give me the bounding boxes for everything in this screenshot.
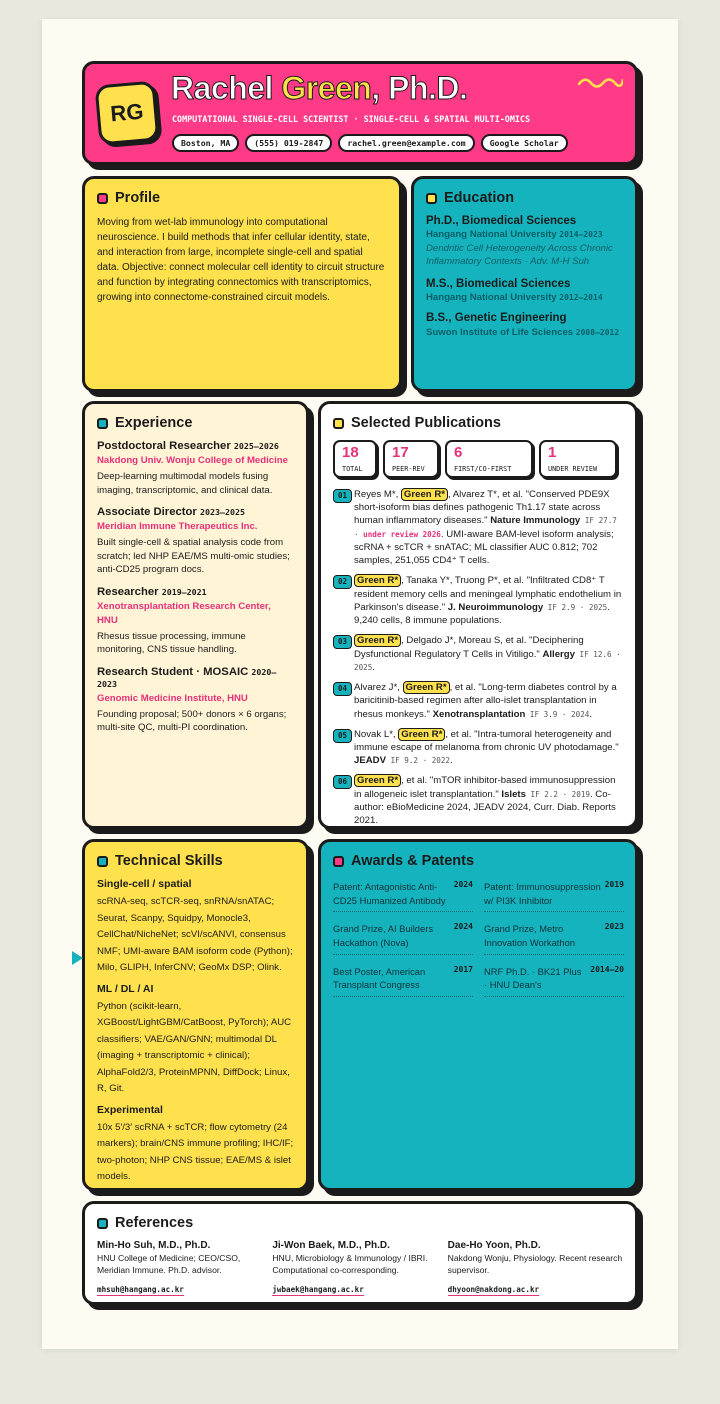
stat-peer-reviewed: 17 PEER-REV [383, 440, 439, 478]
degree: Ph.D., Biomedical Sciences [426, 215, 577, 227]
award-item [484, 878, 624, 912]
publication-item [333, 774, 623, 827]
years: 2020–2023 [97, 666, 277, 689]
square-icon [333, 856, 344, 867]
publication-meta: IF 2.9 · 2025 [543, 602, 608, 612]
stat-total: 18 TOTAL [333, 440, 377, 478]
years: 2025–2026 [233, 441, 279, 451]
location-chip: Boston, MA [172, 134, 239, 152]
award-text: Best Poster, American Transplant Congress [333, 965, 426, 991]
experience-item [97, 586, 294, 657]
publication-list [333, 488, 623, 827]
name-suffix: , Ph.D. [371, 70, 468, 106]
reference-name: Dae-Ho Yoon, Ph.D. [447, 1240, 541, 1251]
reference-email-link[interactable]: dhyoon@nakdong.ac.kr [447, 1284, 540, 1294]
experience-item [97, 506, 294, 577]
education-item [426, 312, 623, 340]
skill-group [97, 983, 294, 1098]
squiggle-icon [577, 74, 623, 90]
phone-chip[interactable]: (555) 019-2847 [245, 134, 332, 152]
reference-item [272, 1240, 447, 1296]
scholar-link-chip[interactable]: Google Scholar [481, 134, 568, 152]
award-item [484, 963, 624, 997]
years: 2023–2025 [199, 507, 245, 518]
publication-me: Green R* [354, 574, 401, 587]
skill-group [97, 878, 294, 977]
publication-me: Green R* [403, 681, 450, 694]
publication-number-badge: 05 [333, 729, 352, 743]
arrow-marker-icon [72, 951, 83, 965]
email-chip[interactable]: rachel.green@example.com [338, 134, 474, 152]
name-highlight: Green [281, 70, 372, 106]
publication-pre: Novak L*, [354, 728, 399, 740]
degree: B.S., Genetic Engineering [426, 311, 567, 324]
publication-pre: Alvarez J*, [354, 682, 403, 694]
initials-badge: RG [94, 80, 159, 145]
publication-extra: . [450, 755, 453, 767]
publication-extra: . 9,240 cells, 8 immune populations. [354, 601, 610, 627]
publication-text [354, 574, 623, 627]
school: Hangang National University 2014–2023 [426, 229, 603, 240]
publication-stats [333, 440, 623, 478]
publications-card [318, 401, 638, 829]
experience-card [82, 401, 309, 829]
publication-journal: Islets [501, 788, 526, 800]
publication-me: Green R* [401, 488, 448, 501]
thesis: Dendritic Cell Heterogeneity Across Chronic Inflammatory Contexts · Adv. M-H Suh [426, 243, 613, 268]
skill-heading: Experimental [97, 1103, 163, 1116]
publication-extra: . UMI-aware BAM-level isoform analysis; scRNA + scTCR + snATAC; ML classifier AUC 0.812; 702 samples, 251,055 CD4⁺ T cells. [354, 528, 614, 567]
reference-desc: Nakdong Wonju, Physiology. Recent research supervisor. [447, 1253, 623, 1275]
profile-title: Profile [97, 190, 387, 206]
award-item [333, 878, 473, 912]
award-year: 2017 [453, 964, 473, 974]
publication-item [333, 728, 623, 768]
awards-title: Awards & Patents [333, 853, 623, 869]
reference-email-link[interactable]: mhsuh@hangang.ac.kr [97, 1284, 184, 1294]
square-icon [333, 418, 344, 429]
award-text: Patent: Antagonistic Anti-CD25 Humanized Antibody [333, 881, 446, 906]
publication-number-badge: 01 [333, 489, 352, 503]
skill-heading: Single-cell / spatial [97, 878, 192, 890]
school: Suwon Institute of Life Sciences 2008–2012 [426, 326, 620, 338]
publication-extra: . Co-author: eBioMedicine 2024, JEADV 2024, Curr. Diab. Reports 2021. [354, 788, 616, 827]
degree: M.S., Biomedical Sciences [426, 277, 571, 290]
publication-item [333, 634, 623, 674]
publication-post: , et al. "Long-term diabetes control by a baricitinib-based regimen after allo-islet transplantation in rhesus monkeys." [354, 682, 617, 720]
publication-me: Green R* [354, 774, 401, 787]
award-year: 2024 [453, 880, 473, 889]
publication-post: , Alvarez T*, et al. "Conserved PDE9X short-isoform bias defines pathogenic Th1.17 state across human inflammatory diseases." [354, 489, 610, 527]
publication-meta: IF 3.9 · 2024 [525, 709, 590, 719]
publication-meta: IF 2.2 · 2019 [525, 789, 590, 799]
reference-item [97, 1240, 272, 1296]
square-icon [97, 418, 108, 429]
experience-item [97, 666, 294, 735]
square-icon [97, 856, 108, 867]
school: Hangang National University 2012–2014 [426, 291, 603, 303]
name-first: Rachel [171, 70, 282, 106]
education-card [411, 176, 638, 392]
experience-item [97, 440, 294, 497]
publication-extra: . [372, 661, 375, 673]
references-list [97, 1240, 623, 1296]
publication-post: , et al. "Intra-tumoral heterogeneity and immune escape of melanoma from chronic UV photodamage." [354, 728, 619, 753]
publication-post: , et al. "mTOR inhibitor-based immunosuppression in allogeneic islet transplantation." [354, 775, 616, 800]
reference-desc: HNU, Microbiology & Immunology / IBRI. Computational co-corresponding. [272, 1253, 428, 1275]
square-icon [426, 193, 437, 204]
award-text: Grand Prize, AI Builders Hackathon (Nova) [333, 923, 434, 948]
experience-title: Experience [97, 415, 294, 431]
organization: Nakdong Univ. Wonju College of Medicine [97, 455, 288, 466]
skill-text: 10x 5′/3′ scRNA + scTCR; flow cytometry (24 markers); brain/CNS immune profiling; IHC/IF; two-photon; NHP CNS tissue; EAE/MS & islet models. [97, 1121, 294, 1182]
award-year: 2024 [453, 922, 473, 932]
award-text: NRF Ph.D. · BK21 Plus · HNU Dean's [484, 965, 582, 991]
publication-text [354, 488, 623, 567]
publication-text [354, 681, 623, 721]
publication-post: , Tanaka Y*, Truong P*, et al. "Infiltrated CD8⁺ T resident memory cells and meningeal lymphatic endothelium in Parkinson's disease." [354, 575, 622, 613]
publications-title: Selected Publications [333, 415, 623, 431]
skills-card [82, 839, 309, 1191]
award-item [333, 963, 473, 997]
reference-name: Min-Ho Suh, M.D., Ph.D. [97, 1240, 211, 1251]
education-title: Education [426, 190, 623, 206]
reference-desc: HNU College of Medicine; CEO/CSO, Meridian Immune. Ph.D. advisor. [97, 1253, 241, 1275]
skill-text: scRNA-seq, scTCR-seq, snRNA/snATAC; Seurat, Scanpy, Squidpy, Monocle3, CellChat/NicheNet; scVI/scANVI, consensus NMF; UMI-aware BAM isoform code (Python); Milo, GLIPH, InferCNV; GeoMx DSP; Olink. [97, 896, 293, 973]
publication-text [354, 634, 623, 674]
publication-meta: IF 9.2 · 2022 [386, 756, 451, 766]
publication-me: Green R* [398, 728, 445, 741]
profile-card [82, 176, 402, 392]
publication-text [354, 728, 623, 768]
publication-item [333, 681, 623, 721]
square-icon [97, 193, 108, 204]
role: Postdoctoral Researcher [97, 440, 231, 452]
publication-meta: IF 27.7 · [354, 516, 617, 539]
publication-journal: JEADV [354, 755, 386, 767]
publication-me: Green R* [354, 634, 401, 647]
stat-first-author: 6 FIRST/CO-FIRST [445, 440, 533, 478]
resume-page [42, 19, 678, 1349]
award-text: Grand Prize, Metro Innovation Workathon [484, 923, 576, 948]
award-text: Patent: Immunosuppression w/ PI3K Inhibitor [484, 881, 601, 906]
publication-extra: . [589, 708, 593, 720]
skill-text: Python (scikit-learn, XGBoost/LightGBM/CatBoost, PyTorch); AUC classifiers; VAE/GAN/GNN; multimodal DL (imaging + transcriptomic + clinical); AlphaFold2/3, ProteinMPNN, DiffDock; Linux, R, Git. [97, 1000, 292, 1094]
award-item [333, 920, 473, 954]
publication-number-badge: 02 [333, 575, 352, 589]
profile-text: Moving from wet-lab immunology into computational neuroscience. I build methods that infer cellular identity, state, and interaction from large, incomplete single-cell and spatial data. Objective: connect molecular cell identity to circuit structure and function by integrating connectomics with transcriptomics, growing into connectome-constrained circuit models. [97, 217, 385, 303]
publication-review: under review 2026 [363, 529, 441, 539]
publication-pre: Reyes M*, [354, 489, 401, 500]
contact-chips [172, 134, 568, 152]
publication-post: , Delgado J*, Moreau S, et al. "Deciphering Dysfunctional Regulatory T Cells in Vitiligo." [354, 635, 584, 660]
publication-meta: IF 12.6 · 2025 [354, 649, 621, 672]
award-year: 2014–20 [590, 964, 624, 974]
awards-grid [333, 878, 623, 1005]
references-title: References [97, 1215, 623, 1231]
skill-heading: ML / DL / AI [97, 982, 154, 995]
publication-text [354, 774, 623, 827]
publication-item [333, 574, 623, 627]
education-item [426, 215, 623, 269]
references-card [82, 1201, 638, 1305]
name-heading [171, 70, 467, 107]
description: Founding proposal; 500+ donors × 6 organs; multi-site QC, multi-PI coordination. [97, 708, 287, 734]
education-item [426, 278, 623, 303]
award-item [484, 920, 624, 954]
description: Built single-cell & spatial analysis code from scratch; led NHP EAE/MS multi-omic studies; anti-CD25 program docs. [97, 537, 290, 576]
award-year: 2023 [604, 922, 624, 932]
organization: Meridian Immune Therapeutics Inc. [97, 521, 258, 533]
publication-number-badge: 03 [333, 635, 352, 649]
stat-under-review: 1 UNDER REVIEW [539, 440, 617, 478]
publication-number-badge: 04 [333, 682, 352, 696]
role: Associate Director [97, 506, 197, 519]
publication-journal: Allergy [542, 648, 575, 660]
tagline: COMPUTATIONAL SINGLE-CELL SCIENTIST · SINGLE-CELL & SPATIAL MULTI-OMICS [172, 114, 530, 124]
publication-number-badge: 06 [333, 775, 352, 789]
description: Rhesus tissue processing, immune monitoring, CNS tissue handling. [97, 630, 246, 656]
awards-card [318, 839, 638, 1191]
award-year: 2019 [604, 880, 624, 889]
years: 2019–2021 [161, 586, 207, 597]
skill-group [97, 1104, 294, 1186]
organization: Xenotransplantation Research Center, HNU [97, 600, 271, 626]
description: Deep-learning multimodal models fusing imaging, transcriptomic, and clinical data. [97, 470, 273, 496]
reference-email-link[interactable]: jwbaek@hangang.ac.kr [272, 1284, 364, 1294]
role: Researcher [97, 585, 159, 598]
publication-journal: Xenotransplantation [432, 708, 526, 720]
role: Research Student · MOSAIC [97, 665, 249, 678]
skills-title: Technical Skills [97, 853, 294, 869]
header-card [82, 61, 638, 165]
reference-name: Ji-Won Baek, M.D., Ph.D. [272, 1240, 390, 1251]
organization: Genomic Medicine Institute, HNU [97, 692, 248, 704]
reference-item [448, 1240, 623, 1296]
square-icon [97, 1218, 108, 1229]
publication-journal: Nature Immunology [490, 515, 581, 527]
publication-item [333, 488, 623, 567]
publication-journal: J. Neuroimmunology [447, 601, 544, 613]
